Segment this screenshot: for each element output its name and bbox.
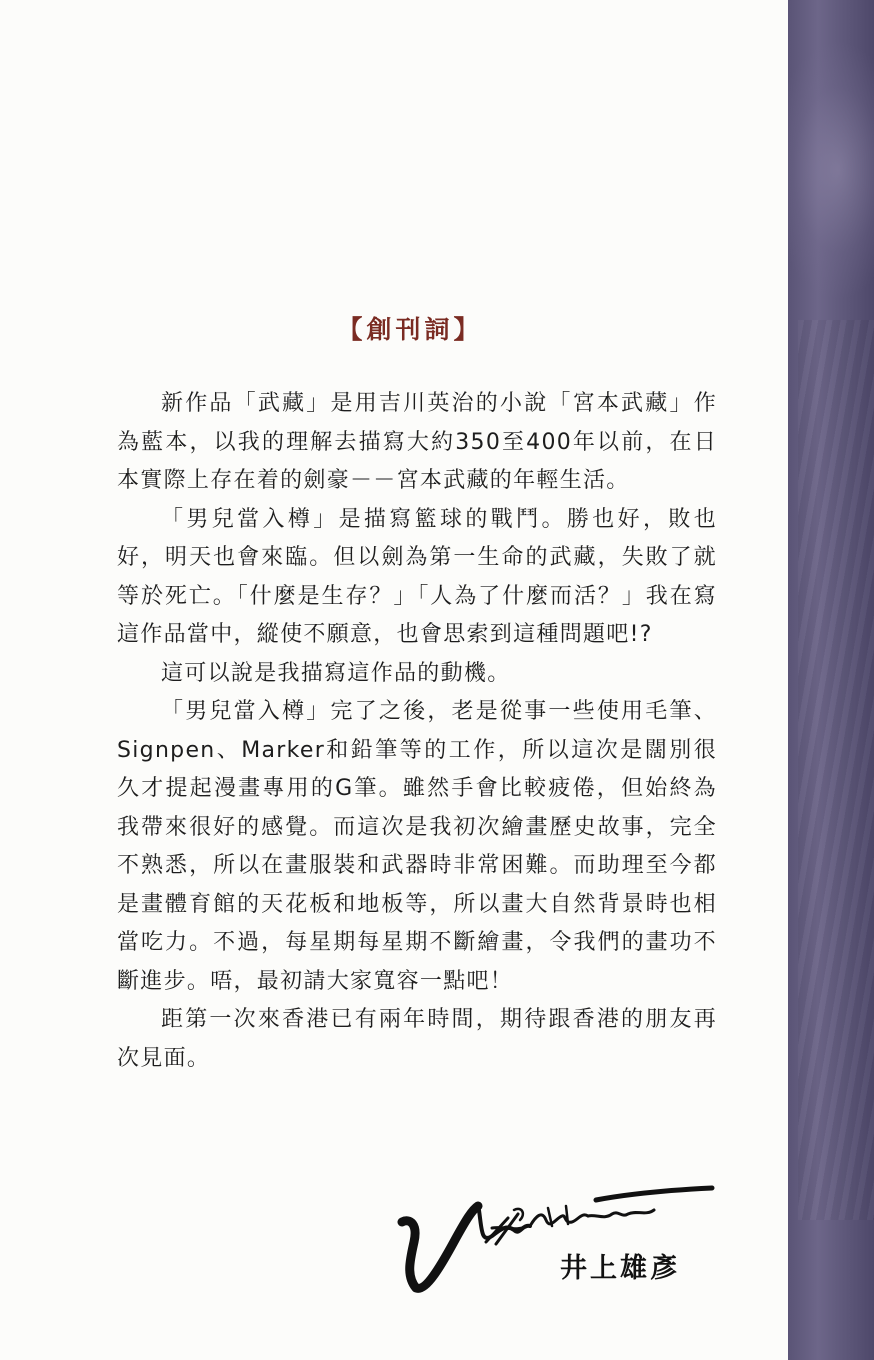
cover-art-strip — [788, 0, 874, 1360]
paragraph-5: 距第一次來香港已有兩年時間，期待跟香港的朋友再次見面。 — [117, 1007, 717, 1071]
paragraph-1: 新作品「武藏」是用吉川英治的小說「宮本武藏」作為藍本，以我的理解去描寫大約350至400年以前，在日本實際上存在着的劍豪－－宮本武藏的年輕生活。 — [117, 391, 717, 493]
paragraph-3: 這可以說是我描寫這作品的動機。 — [161, 660, 511, 686]
paragraph-2: 「男兒當入樽」是描寫籃球的戰鬥。勝也好，敗也好，明天也會來臨。但以劍為第一生命的武藏，失敗了就等於死亡。「什麼是生存？」「人為了什麼而活？」我在寫這作品當中，縱使不願意，也會思索到這種問題吧!? — [117, 506, 717, 647]
preface-title: 【創刊詞】 — [337, 315, 483, 344]
author-name: 井上雄彥 — [560, 1253, 680, 1284]
paragraph-4: 「男兒當入樽」完了之後，老是從事一些使用毛筆、Signpen、Marker和鉛筆等的工作，所以這次是闊別很久才提起漫畫專用的G筆。雖然手會比較疲倦，但始終為我帶來很好的感覺。而這次是我初次繪畫歷史故事，完全不熟悉，所以在畫服裝和武器時非常困難。而助理至今都是畫體育館的天花板和地板等，所以畫大自然背景時也相當吃力。不過，每星期每星期不斷繪畫，令我們的畫功不斷進步。唔，最初請大家寬容一點吧！ — [117, 699, 717, 994]
preface-body — [117, 385, 717, 1078]
